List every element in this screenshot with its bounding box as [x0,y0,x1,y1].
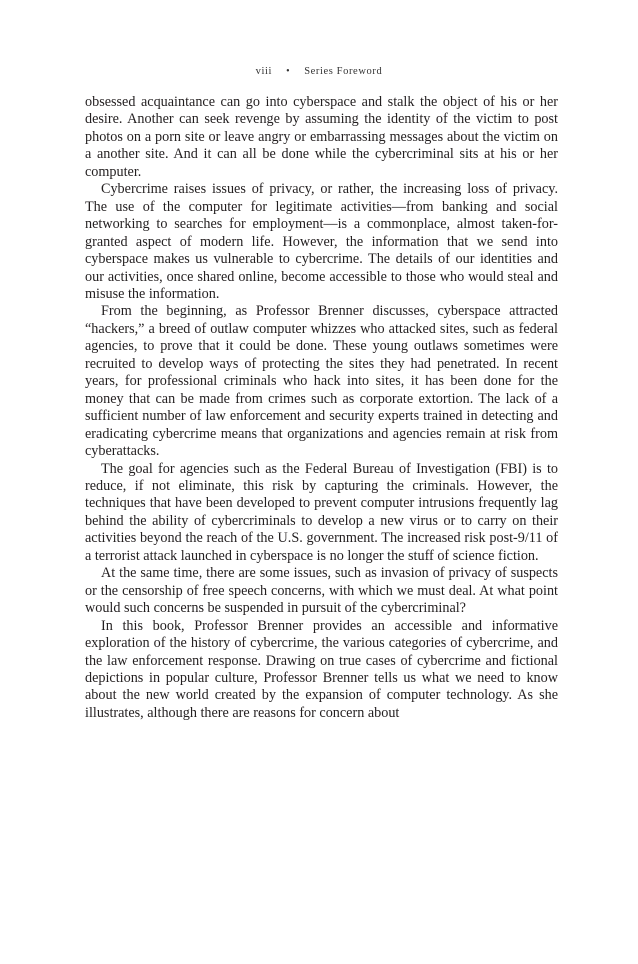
body-text [85,94,558,722]
paragraph: Cybercrime raises issues of privacy, or rather, the increasing loss of privacy. The use of the computer for legitimate activities—from banking and social networking to searches for employment—is a commonplace, almost taken-for-granted aspect of modern life. However, the information that we send into cyberspace makes us vulnerable to cybercrime. The details of our identities and our activities, once shared online, become accessible to those who would steal and misuse the information. [85,181,558,302]
paragraph: The goal for agencies such as the Federal Bureau of Investigation (FBI) is to reduce, if not eliminate, this risk by capturing the criminals. However, the techniques that have been developed to prevent computer intrusions frequently lag behind the ability of cybercriminals to develop a new virus or to carry on their activities beyond the reach of the U.S. government. The increased risk post-9/11 of a terrorist attack launched in cyberspace is no longer the stuff of science fiction. [85,460,558,564]
bullet-separator: • [286,66,291,77]
paragraph-continued: obsessed acquaintance can go into cyberspace and stalk the object of his or her desire. Another can seek revenge by assuming the identity of the victim to post photos on a porn site or leave angry or embarrassing messages about the victim on a another site. And it can all be done while the cybercriminal sits at his or her computer. [85,94,558,180]
paragraph: At the same time, there are some issues, such as invasion of privacy of suspects or the censorship of free speech concerns, with which we must deal. At what point would such concerns be suspended in pursuit of the cybercriminal? [85,565,558,617]
section-title: Series Foreword [304,66,383,77]
page-number: viii [255,66,273,77]
running-head [0,66,638,77]
paragraph: From the beginning, as Professor Brenner discusses, cyberspace attracted “hackers,” a breed of outlaw computer whizzes who attacked sites, such as federal agencies, to prove that it could be done. These young outlaws sometimes were recruited to develop ways of protecting the sites they had penetrated. In recent years, for professional criminals who hack into sites, it has been done for the money that can be made from crimes such as corporate extortion. The lack of a sufficient number of law enforcement and security experts trained in detecting and eradicating cybercrime means that organizations and agencies remain at risk from cyberattacks. [85,303,558,460]
paragraph: In this book, Professor Brenner provides an accessible and informative exploration of the history of cybercrime, the various categories of cybercrime, and the law enforcement response. Drawing on true cases of cybercrime and fictional depictions in popular culture, Professor Brenner tells us what we need to know about the new world created by the expansion of computer technology. As she illustrates, although there are reasons for concern about [85,617,558,721]
